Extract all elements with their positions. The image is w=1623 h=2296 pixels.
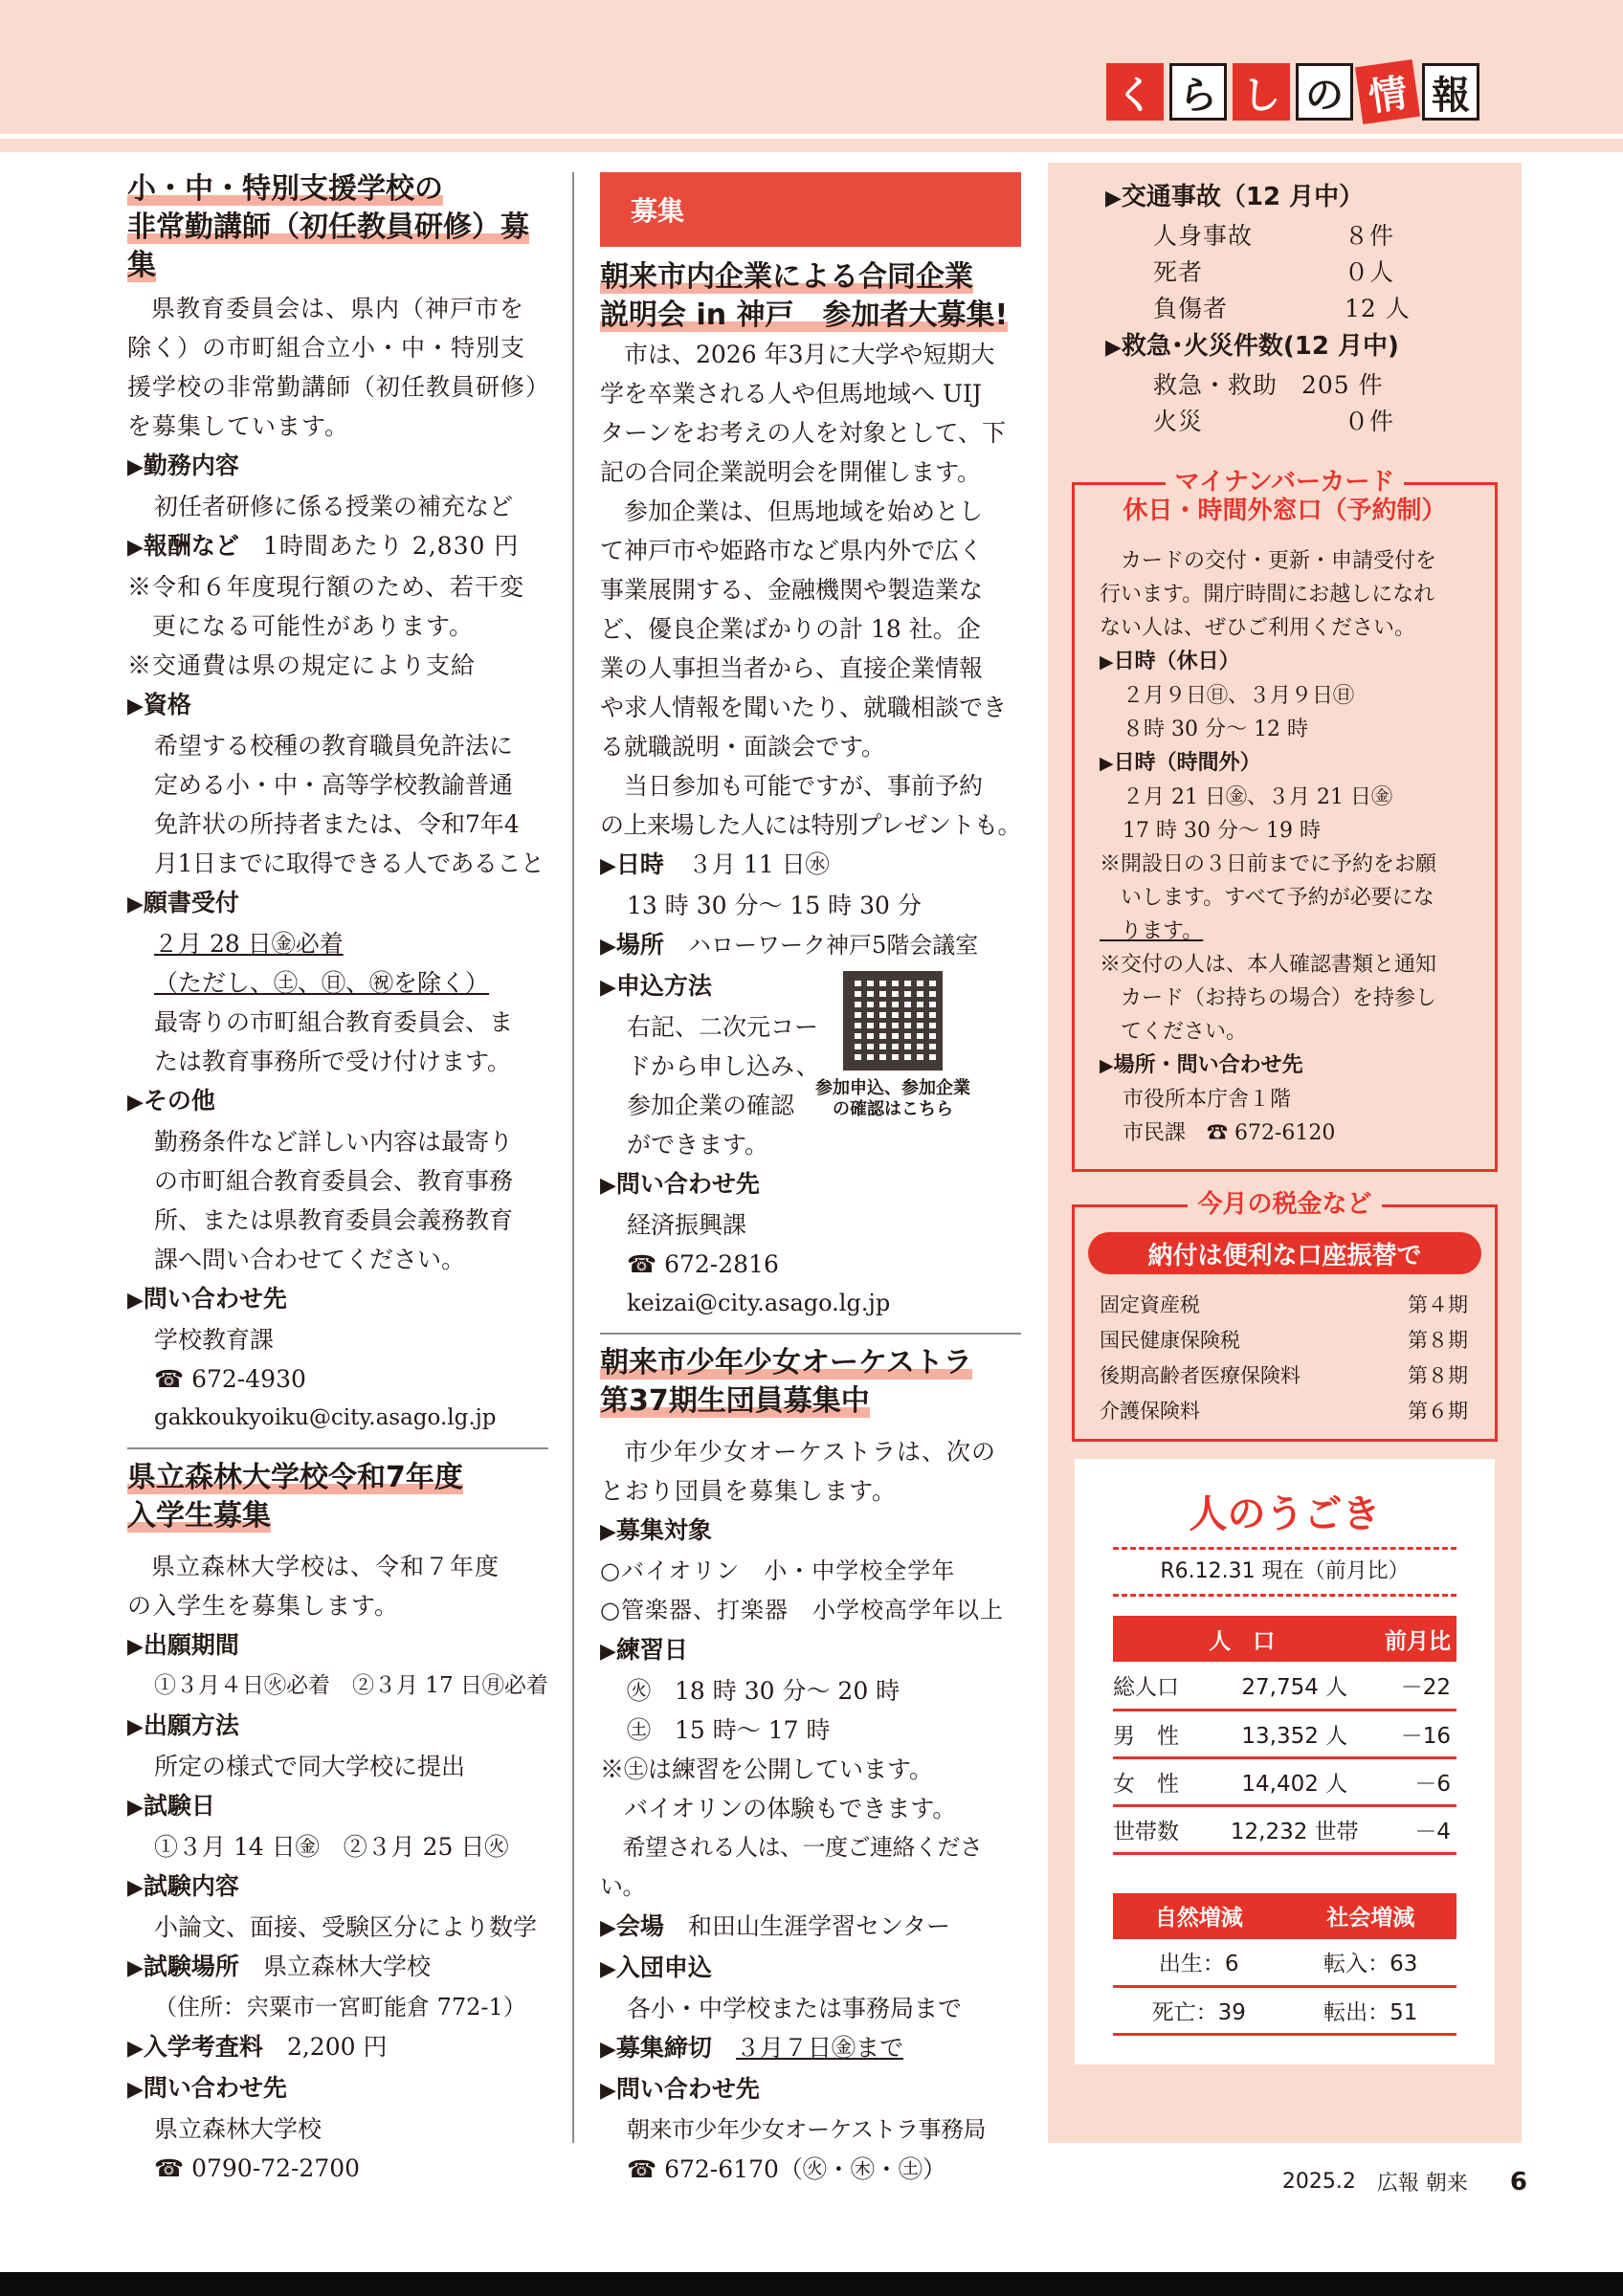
mynumber-box bbox=[1072, 468, 1498, 1172]
page-number: 6 bbox=[1509, 2167, 1527, 2197]
label-exam-place: ▶ 試験場所 県立森林大学校 bbox=[127, 1947, 548, 1988]
article-title: 県立森林大学校令和7年度 入学生募集 bbox=[127, 1461, 463, 1533]
application-text: ２月 28 日㊎必着 （ただし、㊏、㊐、㊗を除く） 最寄りの市町組合教育委員会、ま たは教育事務所で受け付けます。 bbox=[154, 930, 514, 1075]
label-date: ▶ 日時 ３月 11 日㊌ bbox=[600, 845, 1021, 886]
article-paragraph: 参加企業は、但馬地域を始めとし て神戸市や姫路市など県内外で広く 事業展開する、金融機関や製造業な ど、優良企業ばかりの計 18 社。企 業の人事担当者から、直接企業情報 や求人情報を聞いたり、就職相談でき る就職説明・面談会です。 bbox=[600, 497, 1008, 761]
duty-text: 初任者研修に係る授業の補充など bbox=[154, 493, 514, 520]
label-exam-content: ▶ 試験内容 bbox=[127, 1866, 548, 1908]
social-change-header: 社会増減 bbox=[1285, 1893, 1457, 1939]
id-note: ※交付の人は、本人確認書類と通知 カード（お持ちの場合）を持参し てください。 bbox=[1100, 953, 1437, 1044]
label-qualification: ▶ 資格 bbox=[127, 685, 548, 726]
label-exam-date: ▶ 試験日 bbox=[127, 1786, 548, 1827]
section-divider bbox=[600, 1333, 1021, 1335]
header-char: し bbox=[1233, 63, 1290, 121]
population-header: 人 口 bbox=[1113, 1616, 1371, 1662]
period-text: ①３月４日㊋必着 ②３月 17 日㊊必着 bbox=[154, 1673, 548, 1698]
section-header bbox=[1106, 63, 1479, 121]
time-text: 13 時 30 分～ 15 時 30 分 bbox=[627, 892, 922, 919]
table-row: 出生：6 転入：63 bbox=[1113, 1939, 1456, 1987]
qualification-text: 希望する校種の教育職員免許法に 定める小・中・高等学校教諭普通 免許状の所持者または、令和7年4 月1日までに取得できる人であること bbox=[154, 732, 545, 877]
apply-text: 右記、二次元コー ドから申し込み、 参加企業の確認 ができます。 bbox=[627, 1013, 820, 1159]
label-target: ▶ 募集対象 bbox=[600, 1511, 1021, 1552]
target-text: ○バイオリン 小・中学校全学年 ○管楽器、打楽器 小学校高学年以上 bbox=[600, 1557, 1004, 1623]
label-apply: ▶ 申込方法 bbox=[600, 966, 1021, 1007]
pay-note: ※令和６年度現行額のため、若干変 更になる可能性があります。 bbox=[127, 573, 525, 640]
fire-list: 救急・救助 205 件 火災 ０件 bbox=[1153, 371, 1395, 435]
place-contact-text: 市役所本庁舎１階 市民課 ☎ 672-6120 bbox=[1123, 1088, 1336, 1145]
top-stripe bbox=[0, 139, 1623, 152]
apply-block bbox=[600, 1007, 1021, 1164]
label-after-hours: ▶ 日時（時間外） bbox=[1100, 746, 1470, 781]
section-divider bbox=[127, 1447, 548, 1449]
table-row: 男 性 13,352 人 －16 bbox=[1113, 1710, 1456, 1757]
dashed-rule bbox=[1113, 1594, 1456, 1597]
mynumber-title: マイナンバーカード 休日・時間外窓口（予約制） bbox=[1075, 468, 1495, 525]
label-contact: ▶ 問い合わせ先 bbox=[600, 2069, 1021, 2110]
exam-address: （住所：宍粟市一宮町能倉 772-1） bbox=[154, 1994, 526, 2020]
article-intro: 県教育委員会は、県内（神戸市を 除く）の市町組合立小・中・特別支 援学校の非常勤講師（初任教員研修） を募集しています。 bbox=[127, 295, 551, 440]
column-right bbox=[1048, 163, 1522, 2143]
qr-code-icon[interactable] bbox=[843, 971, 943, 1071]
label-method: ▶ 出願方法 bbox=[127, 1706, 548, 1747]
tax-row: 国民健康保険税 第８期 bbox=[1100, 1329, 1468, 1352]
traffic-block bbox=[1048, 163, 1522, 440]
header-char: の bbox=[1296, 63, 1353, 121]
article-title: 朝来市少年少女オーケストラ 第37期生団員募集中 bbox=[600, 1346, 972, 1418]
article-intro: 県立森林大学校は、令和７年度 の入学生を募集します。 bbox=[127, 1553, 500, 1620]
other-text: 勤務条件など詳しい内容は最寄り の市町組合教育委員会、教育事務 所、または県教育委員会義務教育 課へ問い合わせてください。 bbox=[154, 1128, 514, 1273]
tax-row: 後期高齢者医療保険料 第８期 bbox=[1100, 1364, 1468, 1387]
contact-text: 経済振興課 ☎ 672-2816 keizai@city.asago.lg.jp bbox=[627, 1211, 891, 1316]
header-char: く bbox=[1106, 63, 1164, 121]
label-duty: ▶ 勤務内容 bbox=[127, 446, 548, 487]
reservation-note: ※開設日の３日前までに予約をお願 いします。すべて予約が必要にな ります。 bbox=[1100, 852, 1437, 943]
label-other: ▶ その他 bbox=[127, 1081, 548, 1122]
practice-note: ※㊏は練習を公開しています。 バイオリンの体験もできます。 希望される人は、一度ご連絡ください。 bbox=[600, 1755, 983, 1900]
after-hours-text: ２月 21 日㊎、３月 21 日㊎ 17 時 30 分～ 19 時 bbox=[1123, 785, 1392, 843]
header-char: 報 bbox=[1422, 63, 1479, 121]
label-contact: ▶ 問い合わせ先 bbox=[127, 2068, 548, 2109]
recruit-banner: 募集 bbox=[600, 172, 1021, 247]
publication-name: 広報 朝来 bbox=[1376, 2172, 1468, 2196]
label-contact: ▶ 問い合わせ先 bbox=[127, 1279, 548, 1320]
label-place: ▶ 場所 ハローワーク神戸5階会議室 bbox=[600, 925, 1021, 966]
table-row: 総人口 27,754 人 －22 bbox=[1113, 1662, 1456, 1710]
article-paragraph: 市は、2026 年3月に大学や短期大 学を卒業される人や但馬地域へ UIJ ターンをお考えの人を対象として、下 記の合同企業説明会を開催します。 bbox=[600, 341, 1007, 486]
header-char: 情 bbox=[1355, 59, 1420, 124]
natural-change-header: 自然増減 bbox=[1113, 1893, 1285, 1939]
change-header: 前月比 bbox=[1371, 1616, 1456, 1662]
label-fire: ▶ 救急･火災件数(12 月中) bbox=[1105, 327, 1522, 367]
label-deadline: ▶ 募集締切 ３月７日㊎まで bbox=[600, 2028, 1021, 2069]
population-panel bbox=[1075, 1459, 1495, 2064]
exam-content-text: 小論文、面接、受験区分により数学 bbox=[154, 1913, 538, 1941]
exam-date-text: ①３月 14 日㊎ ②３月 25 日㊋ bbox=[154, 1833, 509, 1861]
label-application: ▶ 願書受付 bbox=[127, 883, 548, 924]
population-title: 人のうごき bbox=[1189, 1492, 1381, 1536]
label-place-contact: ▶ 場所・問い合わせ先 bbox=[1100, 1049, 1470, 1083]
contact-text: 県立森林大学校 ☎ 0790-72-2700 bbox=[154, 2115, 361, 2182]
label-holiday: ▶ 日時（休日） bbox=[1100, 645, 1470, 679]
label-pay: ▶ 報酬など 1時間あたり 2,830 円 bbox=[127, 526, 548, 567]
label-contact: ▶ 問い合わせ先 bbox=[600, 1164, 1021, 1205]
label-traffic: ▶ 交通事故（12 月中） bbox=[1105, 178, 1522, 218]
label-venue: ▶ 会場 和田山生涯学習センター bbox=[600, 1907, 1021, 1948]
contact-text: 学校教育課 ☎ 672-4930 gakkoukyoiku@city.asago.lg.jp bbox=[154, 1326, 497, 1430]
join-text: 各小・中学校または事務局まで bbox=[627, 1995, 963, 2022]
practice-text: ㊋ 18 時 30 分～ 20 時 ㊏ 15 時～ 17 時 bbox=[627, 1677, 900, 1744]
tax-pill: 納付は便利な口座振替で bbox=[1088, 1232, 1481, 1274]
method-text: 所定の様式で同大学校に提出 bbox=[154, 1753, 466, 1780]
issue-date: 2025.2 bbox=[1281, 2170, 1356, 2194]
article-title: 朝来市内企業による合同企業 説明会 in 神戸 参加者大募集! bbox=[600, 260, 1009, 332]
page-footer bbox=[1282, 2167, 1527, 2197]
change-table bbox=[1113, 1893, 1456, 2037]
holiday-text: ２月９日㊐、３月９日㊐ ８時 30 分～ 12 時 bbox=[1123, 684, 1355, 741]
traffic-list: 人身事故 ８件 死者 ０人 負傷者 12 人 bbox=[1153, 222, 1411, 322]
qr-caption: 参加申込、参加企業 の確認はこちら bbox=[815, 1078, 970, 1119]
article-paragraph: 当日参加も可能ですが、事前予約 の上来場した人には特別プレゼントも。 bbox=[600, 772, 1022, 839]
header-char: ら bbox=[1169, 63, 1227, 121]
dashed-rule bbox=[1113, 1547, 1456, 1550]
mynumber-intro: カードの交付・更新・申請受付を 行います。開庁時間にお越しになれ ない人は、ぜひご利用ください。 bbox=[1100, 549, 1437, 640]
qr-block bbox=[815, 971, 970, 1164]
population-date: R6.12.31 現在（前月比） bbox=[1160, 1559, 1410, 1583]
column-center bbox=[600, 172, 1021, 2189]
tax-row: 固定資産税 第４期 bbox=[1100, 1293, 1468, 1316]
label-period: ▶ 出願期間 bbox=[127, 1625, 548, 1667]
label-join: ▶ 入団申込 bbox=[600, 1948, 1021, 1989]
transport-note: ※交通費は県の規定により支給 bbox=[127, 651, 477, 679]
tax-row: 介護保険料 第６期 bbox=[1100, 1400, 1468, 1423]
table-row: 女 性 14,402 人 －6 bbox=[1113, 1757, 1456, 1805]
population-table bbox=[1113, 1616, 1456, 1855]
article-title: 小・中・特別支援学校の 非常勤講師（初任教員研修）募集 bbox=[127, 172, 529, 282]
label-fee: ▶ 入学考査料 2,200 円 bbox=[127, 2027, 548, 2068]
column-divider bbox=[572, 172, 574, 2143]
contact-text: 朝来市少年少女オーケストラ事務局 ☎ 672-6170（㊋・㊍・㊏） bbox=[627, 2116, 987, 2183]
table-row: 死亡：39 転出：51 bbox=[1113, 1987, 1456, 2035]
tax-title: 今月の税金など bbox=[1075, 1190, 1495, 1219]
label-practice: ▶ 練習日 bbox=[600, 1630, 1021, 1671]
column-left bbox=[127, 170, 551, 2188]
bottom-band bbox=[0, 2272, 1623, 2296]
article-intro: 市少年少女オーケストラは、次の とおり団員を募集します。 bbox=[600, 1438, 997, 1505]
table-row: 世帯数 12,232 世帯 －4 bbox=[1113, 1805, 1456, 1853]
tax-box bbox=[1072, 1190, 1498, 1442]
